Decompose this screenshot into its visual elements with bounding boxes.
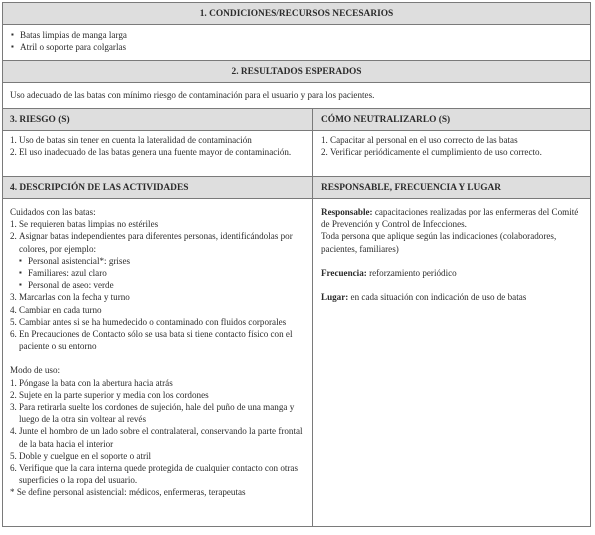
use-item: 1. Póngase la bata con la abertura hacia atrás [10, 377, 173, 388]
use-item: 3. Para retirarla suelte los cordones de sujeción, hale del puño de una manga y luego de la otra sin voltear al revés [10, 402, 295, 425]
activities-title: 4. DESCRIPCIÓN DE LAS ACTIVIDADES [10, 182, 189, 193]
care-item: 3. Marcarlas con la fecha y turno [10, 292, 130, 303]
care-item: 4. Cambiar en cada turno [10, 304, 102, 315]
expected-result-text: Uso adecuado de las batas con mínimo riesgo de contaminación para el usuario y para los pacientes. [10, 90, 375, 100]
section-2-body [3, 83, 590, 109]
responsible-header [313, 177, 590, 198]
responsible-label: Responsable: [321, 207, 373, 217]
neutralize-item: 1. Capacitar al personal en el uso correcto de las batas [321, 135, 518, 145]
care-item: 1. Se requieren batas limpias no estériles [10, 219, 159, 230]
responsible-title: RESPONSABLE, FRECUENCIA Y LUGAR [321, 182, 502, 193]
color-item: ▪ Personal de aseo: verde [10, 279, 305, 291]
use-item: 6. Verifique que la cara interna quede protegida de cualquier contacto con otras superficies o la ropa del usuario. [10, 463, 298, 486]
place-label: Lugar: [321, 292, 349, 303]
use-item: 4. Junte el hombro de un lado sobre el contralateral, conservando la parte frontal de la bata hacia el interior [10, 426, 303, 449]
frequency-paragraph [321, 267, 582, 279]
responsible-extra: Toda persona que aplique según las indicaciones (colaboradores, pacientes, familiares) [321, 231, 557, 254]
section-2-header [3, 61, 590, 83]
risk-header [3, 109, 313, 130]
care-item: 2. Asignar batas independientes para diferentes personas, identificándolas por colores, por ejemplo: [10, 231, 293, 254]
neutralize-header [313, 109, 590, 130]
neutralize-title: CÓMO NEUTRALIZARLO (S) [321, 114, 451, 125]
responsible-text: capacitaciones realizadas por las enfermeras del Comité de Prevención y Control de Infecciones. [321, 207, 579, 230]
use-item: 5. Doble y cuelgue en el soporte o atril [10, 450, 152, 461]
care-item: 5. Cambiar antes si se ha humedecido o contaminado con fluidos corporales [10, 316, 287, 327]
place-paragraph [321, 291, 582, 303]
footnote: * Se define personal asistencial: médicos, enfermeras, terapeutas [10, 487, 246, 498]
procedure-table [2, 2, 591, 527]
responsible-body [313, 199, 590, 526]
care-heading: Cuidados con las batas: [10, 207, 96, 217]
section-1-title: 1. CONDICIONES/RECURSOS NECESARIOS [199, 8, 394, 19]
frequency-text: reforzamiento periódico [366, 267, 457, 278]
responsible-paragraph [321, 206, 582, 230]
neutralize-item: 2. Verificar periódicamente el cumplimiento de uso correcto. [321, 147, 542, 158]
section-1-header [3, 3, 590, 25]
place-text: en cada situación con indicación de uso de batas [348, 292, 527, 303]
frequency-label: Frecuencia: [321, 267, 367, 278]
risk-item: 2. El uso inadecuado de las batas genera una fuente mayor de contaminación. [10, 147, 292, 158]
section-4-header-row [3, 177, 590, 199]
resource-item: ▪ Atril o soporte para colgarlas [10, 41, 583, 53]
risk-title: 3. RIESGO (S) [10, 114, 70, 125]
activities-header [3, 177, 313, 198]
section-4-body-row [3, 199, 590, 526]
resource-item: ▪ Batas limpias de manga larga [10, 29, 583, 41]
section-1-body [3, 25, 590, 61]
care-item: 6. En Precauciones de Contacto sólo se usa bata si tiene contacto físico con el paciente o su entorno [10, 329, 293, 352]
use-heading: Modo de uso: [10, 365, 61, 376]
section-3-header-row [3, 109, 590, 131]
use-item: 2. Sujete en la parte superior y media con los cordones [10, 389, 209, 400]
risk-body [3, 131, 313, 176]
section-3-body-row [3, 131, 590, 177]
color-item: ▪ Familiares: azul claro [10, 267, 305, 279]
section-2-title: 2. RESULTADOS ESPERADOS [231, 66, 362, 77]
activities-body [3, 199, 313, 526]
risk-item: 1. Uso de batas sin tener en cuenta la lateralidad de contaminación [10, 135, 252, 145]
neutralize-body [313, 131, 590, 176]
color-item: ▪ Personal asistencial*: grises [10, 255, 305, 267]
